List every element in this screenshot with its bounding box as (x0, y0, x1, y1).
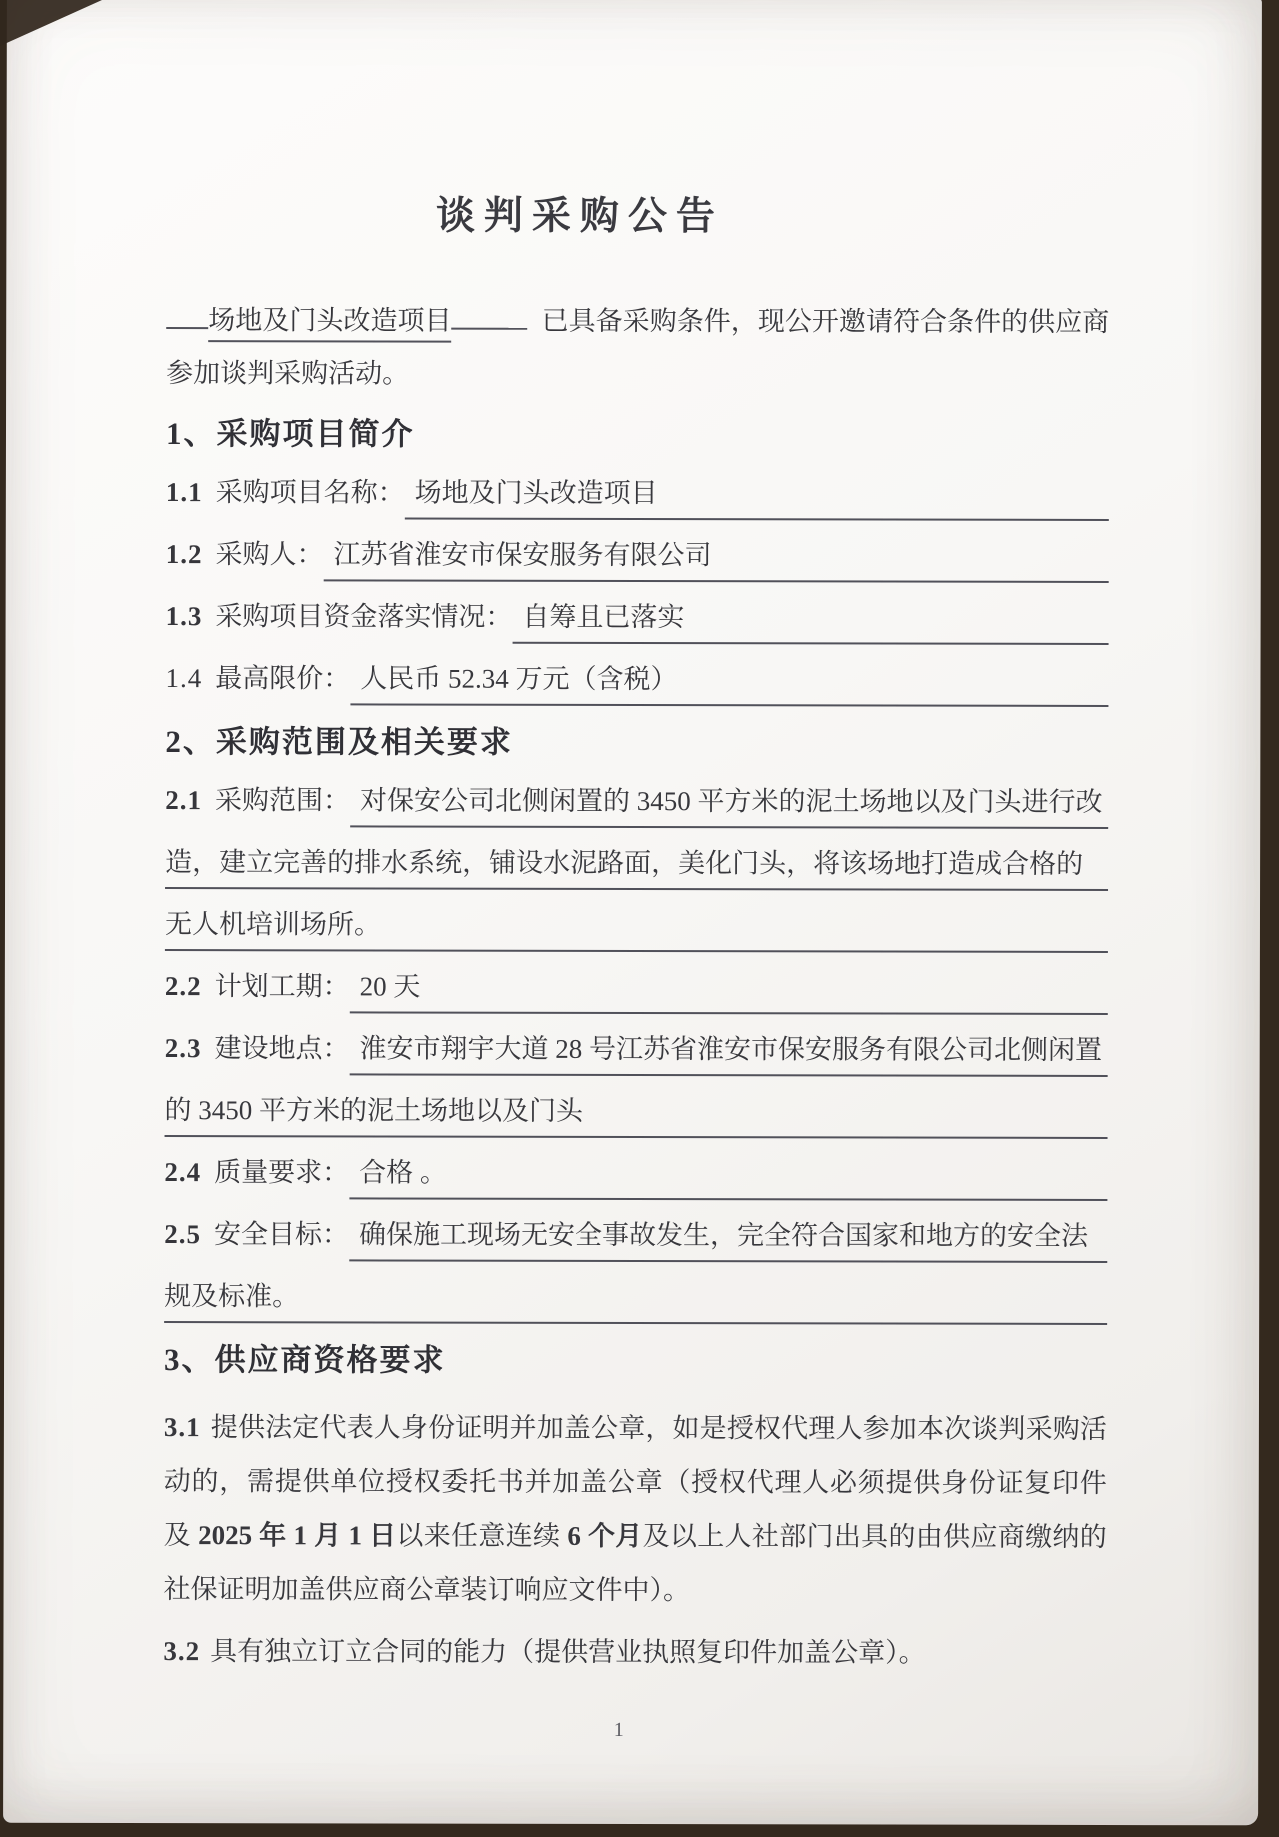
underlined-line (165, 968, 1108, 1015)
underlined-line (164, 1216, 1107, 1263)
field-label (166, 474, 405, 511)
field-purchaser (166, 536, 1109, 583)
clause-3-1 (164, 1400, 1107, 1618)
field-label (166, 536, 324, 573)
page-number: 1 (613, 1718, 624, 1741)
underlined-line (165, 660, 1108, 707)
label-text: 采购范围： (214, 785, 351, 816)
underlined-line (165, 906, 1108, 953)
field-value: 人民币 52.34 万元（含税） (350, 660, 1108, 707)
item-number: 1.3 (165, 601, 203, 632)
field-value: 无人机培训场所。 (165, 906, 1108, 953)
field-label (165, 782, 350, 819)
field-construction-site (165, 1030, 1108, 1139)
item-number: 3.1 (163, 1412, 201, 1443)
label-text: 质量要求： (214, 1157, 350, 1188)
field-label (165, 968, 350, 1005)
clause-text: 以来任意连续 (396, 1520, 568, 1551)
label-text: 安全目标： (214, 1219, 350, 1250)
section-2-heading: 2、采购范围及相关要求 (165, 724, 513, 760)
blank-underline (166, 300, 208, 329)
label-text: 采购人： (215, 539, 324, 570)
document-page (3, 0, 1262, 1825)
field-label (164, 1216, 349, 1253)
label-text: 采购项目资金落实情况： (215, 601, 513, 632)
item-number: 2.4 (164, 1157, 202, 1188)
section-1-heading: 1、采购项目简介 (165, 416, 415, 452)
item-number: 2.1 (165, 785, 203, 816)
field-value: 淮安市翔宇大道 28 号江苏省淮安市保安服务有限公司北侧闲置 (349, 1030, 1107, 1077)
document-content (3, 0, 1262, 1680)
field-value: 江苏省淮安市保安服务有限公司 (323, 536, 1108, 583)
underlined-line (164, 1278, 1107, 1325)
field-value: 合格 。 (349, 1154, 1107, 1201)
clause-text: 及以上人社部门出具的由供应商缴纳的社保证明加盖供应商公章装订响应文件中）。 (163, 1521, 1107, 1606)
field-funding-status (166, 598, 1109, 645)
field-value: 自筹且已落实 (512, 599, 1108, 645)
underlined-line (166, 598, 1109, 645)
intro-paragraph (166, 294, 1109, 402)
field-label (165, 1030, 350, 1067)
label-text: 计划工期： (214, 971, 350, 1002)
clause-months: 6 个月 (567, 1520, 643, 1552)
item-number: 1.4 (165, 663, 203, 694)
clause-text: 具有独立订立合同的能力（提供营业执照复印件加盖公章）。 (210, 1636, 926, 1668)
intro-text: 已具备采购条件，现公开邀请符合条件的供应商参加谈判采购活动。 (166, 305, 1110, 389)
project-name-underlined: 场地及门头改造项目 (208, 305, 451, 343)
underlined-line (165, 1030, 1108, 1077)
clause-date: 2025 年 1 月 1 日 (198, 1520, 397, 1551)
field-label (166, 598, 513, 636)
item-number: 2.5 (164, 1219, 202, 1250)
blank-underline (452, 301, 528, 330)
underlined-line (166, 536, 1109, 583)
field-value: 20 天 (350, 968, 1108, 1015)
item-number: 2.3 (164, 1033, 202, 1064)
label-text: 采购项目名称： (215, 477, 405, 508)
field-value: 对保安公司北侧闲置的 3450 平方米的泥土场地以及门头进行改 (350, 782, 1108, 829)
field-quality-requirement (164, 1154, 1107, 1201)
clause-text: 提供法定代表人身份证明并加盖公章，如是授权代理人参加本次谈判采购活动的，需提供单位授权委托书并加盖公章（授权代理人必须提供身份证复印件及 (163, 1412, 1107, 1551)
field-procurement-scope (165, 782, 1108, 953)
label-text: 最高限价： (215, 663, 351, 694)
field-value: 的 3450 平方米的泥土场地以及门头 (165, 1092, 1108, 1139)
section-3-heading: 3、供应商资格要求 (164, 1342, 446, 1378)
field-safety-target (164, 1216, 1107, 1325)
clause-3-2 (163, 1624, 1106, 1680)
field-label (164, 1154, 349, 1191)
underlined-line (165, 844, 1108, 891)
field-value: 规及标准。 (164, 1278, 1107, 1325)
field-planned-duration (165, 968, 1108, 1015)
item-number: 3.2 (163, 1636, 201, 1667)
field-price-limit (165, 660, 1108, 707)
photo-corner-shadow (0, 0, 102, 46)
item-number: 1.1 (165, 477, 203, 508)
underlined-line (164, 1154, 1107, 1201)
field-value: 确保施工现场无安全事故发生，完全符合国家和地方的安全法 (349, 1216, 1107, 1263)
underlined-line (165, 1092, 1108, 1139)
item-number: 1.2 (165, 539, 203, 570)
item-number: 2.2 (164, 971, 202, 1002)
document-title: 谈判采购公告 (435, 194, 724, 239)
underlined-line (165, 782, 1108, 829)
field-value: 造，建立完善的排水系统，铺设水泥路面，美化门头，将该场地打造成合格的 (165, 844, 1108, 891)
underlined-line (166, 474, 1109, 521)
field-label (165, 660, 350, 697)
label-text: 建设地点： (214, 1033, 350, 1064)
field-project-name (166, 474, 1109, 521)
field-value: 场地及门头改造项目 (405, 475, 1109, 521)
